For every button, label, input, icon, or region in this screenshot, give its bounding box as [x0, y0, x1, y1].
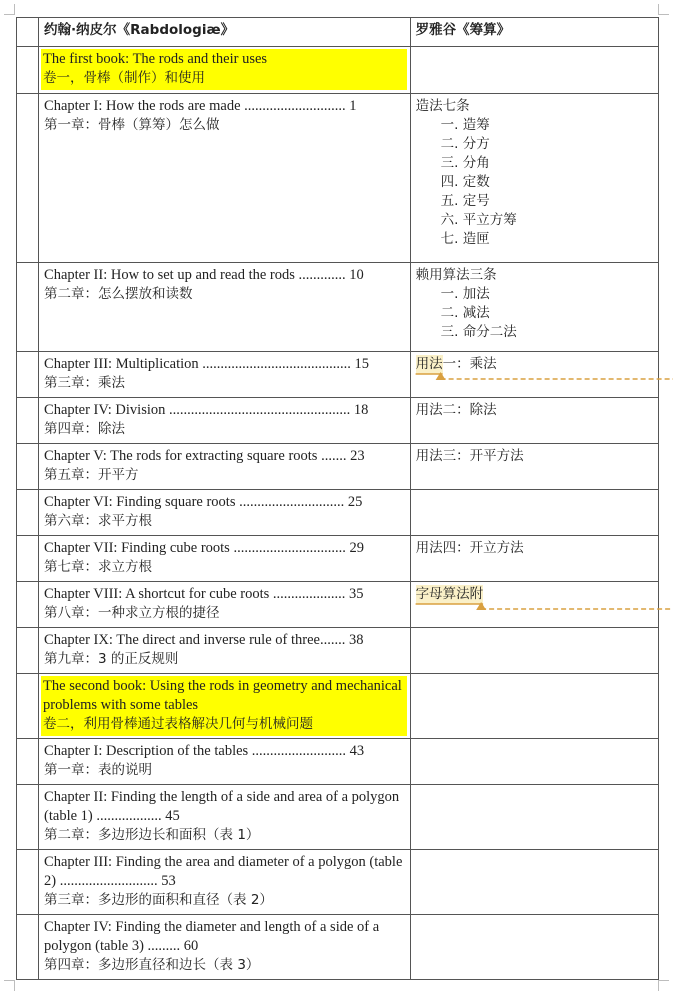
row-gutter[interactable]	[17, 47, 39, 94]
rho-title-text: 一：乘法	[442, 356, 497, 372]
row-gutter[interactable]	[17, 536, 39, 582]
row-gutter[interactable]	[17, 628, 39, 674]
left-cell[interactable]	[39, 444, 411, 490]
book-title-en: The second book: Using the rods in geometry and mechanical problems with some tables	[43, 678, 402, 713]
chapter-title-en: Chapter I: How the rods are made ............................ 1	[44, 98, 357, 114]
chapter-title-en: Chapter VI: Finding square roots ............................. 25	[44, 494, 363, 510]
chapter-row	[17, 94, 659, 263]
left-cell[interactable]	[39, 352, 411, 398]
chapter-row	[17, 490, 659, 536]
row-gutter[interactable]	[17, 352, 39, 398]
chapter-entry	[39, 628, 410, 673]
left-cell[interactable]	[39, 94, 411, 263]
crop-mark-top-left	[4, 4, 15, 15]
row-gutter[interactable]	[17, 674, 39, 739]
left-cell[interactable]	[39, 490, 411, 536]
left-cell[interactable]	[39, 536, 411, 582]
chapter-title-en: Chapter V: The rods for extracting square roots ....... 23	[44, 448, 365, 464]
header-right-cell[interactable]	[410, 18, 658, 47]
rho-entry	[411, 94, 658, 253]
contents-comparison-table	[16, 17, 659, 980]
chapter-entry	[39, 94, 410, 139]
header-left-cell[interactable]	[39, 18, 411, 47]
right-cell[interactable]	[410, 47, 658, 94]
rho-entry	[411, 628, 658, 635]
crop-mark-bottom-left	[4, 980, 15, 991]
header-napier-title: 约翰·纳皮尔《Rabdologiæ》	[44, 22, 235, 38]
left-cell[interactable]	[39, 739, 411, 785]
chapter-title-en: Chapter IX: The direct and inverse rule of three....... 38	[44, 632, 364, 648]
rho-subitem: 三. 分角	[440, 155, 490, 171]
chapter-entry	[39, 785, 410, 849]
chapter-entry	[39, 352, 410, 397]
chapter-title-en: Chapter I: Description of the tables .......................... 43	[44, 743, 365, 759]
rho-subitem: 七. 造匣	[440, 231, 490, 247]
right-cell[interactable]	[410, 628, 658, 674]
row-gutter[interactable]	[17, 490, 39, 536]
rho-section-title: 用法二：除法	[415, 402, 497, 418]
rho-subitem: 三. 命分二法	[440, 324, 517, 340]
chapter-title-zh: 第六章：求平方根	[44, 513, 153, 529]
right-cell[interactable]	[410, 94, 658, 263]
book-row	[17, 47, 659, 94]
chapter-row	[17, 444, 659, 490]
rho-section-title: 赖用算法三条	[415, 267, 497, 283]
rho-subitem: 二. 减法	[440, 305, 490, 321]
chapter-entry	[39, 582, 410, 627]
chapter-title-en: Chapter III: Finding the area and diameter of a polygon (table 2) ........................... 53	[44, 854, 403, 889]
rho-entry	[411, 398, 658, 424]
book-row	[17, 674, 659, 739]
rho-section-title	[416, 355, 654, 374]
rho-subitem: 一. 造筹	[440, 117, 490, 133]
rho-entry	[411, 674, 658, 681]
rho-entry	[411, 490, 658, 497]
book-heading-highlight	[41, 676, 407, 736]
rho-subitem: 一. 加法	[440, 286, 490, 302]
book-heading-highlight	[41, 49, 407, 90]
left-cell[interactable]	[39, 398, 411, 444]
chapter-row	[17, 352, 659, 398]
chapter-row	[17, 263, 659, 352]
right-cell[interactable]	[410, 263, 658, 352]
right-cell[interactable]	[410, 490, 658, 536]
chapter-entry	[39, 490, 410, 535]
chapter-entry	[39, 398, 410, 443]
chapter-title-zh: 第八章：一种求立方根的捷径	[44, 605, 220, 621]
chapter-entry	[39, 915, 410, 979]
header-rho-title: 罗雅谷《筹算》	[415, 22, 511, 38]
right-cell[interactable]	[410, 674, 658, 739]
right-cell[interactable]	[410, 785, 658, 850]
crop-mark-top-right	[658, 4, 669, 15]
left-cell[interactable]	[39, 785, 411, 850]
left-cell[interactable]	[39, 850, 411, 915]
right-cell[interactable]	[410, 352, 658, 398]
row-gutter[interactable]	[17, 915, 39, 980]
rho-section-title: 造法七条	[415, 98, 470, 114]
chapter-entry	[39, 739, 410, 784]
chapter-row	[17, 398, 659, 444]
chapter-title-en: Chapter III: Multiplication ......................................... 15	[44, 356, 370, 372]
left-cell[interactable]	[39, 47, 411, 94]
left-cell[interactable]	[39, 628, 411, 674]
chapter-title-en: Chapter II: How to set up and read the rods ............. 10	[44, 267, 364, 283]
chapter-title-zh: 第三章：乘法	[44, 375, 126, 391]
rho-subitem: 六. 平立方筹	[440, 212, 517, 228]
chapter-entry	[39, 850, 410, 914]
chapter-title-zh: 第二章：怎么摆放和读数	[44, 286, 193, 302]
right-cell[interactable]	[410, 536, 658, 582]
chapter-row	[17, 536, 659, 582]
chapter-title-zh: 第七章：求立方根	[44, 559, 153, 575]
rho-subitem: 五. 定号	[440, 193, 490, 209]
book-title-zh: 卷二，利用骨棒通过表格解决几何与机械问题	[43, 716, 314, 732]
chapter-title-zh: 第一章：表的说明	[44, 762, 153, 778]
row-gutter[interactable]	[17, 850, 39, 915]
left-cell[interactable]	[39, 263, 411, 352]
right-cell[interactable]	[410, 850, 658, 915]
chapter-title-en: Chapter IV: Division .................................................. 18	[44, 402, 369, 418]
right-cell[interactable]	[410, 444, 658, 490]
rho-entry	[411, 536, 658, 562]
rho-entry	[411, 352, 658, 378]
book-title-en: The first book: The rods and their uses	[43, 51, 268, 67]
rho-entry	[411, 739, 658, 746]
row-gutter[interactable]	[17, 94, 39, 263]
chapter-entry	[39, 536, 410, 581]
rho-entry	[411, 785, 658, 792]
rho-entry	[411, 850, 658, 857]
chapter-title-en: Chapter II: Finding the length of a side and area of a polygon (table 1) .................. 45	[44, 789, 400, 824]
rho-section-title	[416, 585, 654, 604]
chapter-title-zh: 第三章：多边形的面积和直径（表 2）	[44, 892, 273, 908]
left-cell[interactable]	[39, 674, 411, 739]
rho-entry	[411, 582, 658, 608]
chapter-row	[17, 628, 659, 674]
right-cell[interactable]	[410, 739, 658, 785]
chapter-title-en: Chapter VIII: A shortcut for cube roots .................... 35	[44, 586, 364, 602]
row-gutter[interactable]	[17, 582, 39, 628]
header-row	[17, 18, 659, 47]
chapter-row	[17, 739, 659, 785]
chapter-title-zh: 第四章：除法	[44, 421, 126, 437]
chapter-row	[17, 785, 659, 850]
row-gutter[interactable]	[17, 444, 39, 490]
chapter-title-zh: 第五章：开平方	[44, 467, 139, 483]
crop-mark-bottom-right	[658, 980, 669, 991]
right-cell[interactable]	[410, 582, 658, 628]
right-cell[interactable]	[410, 915, 658, 980]
rho-entry	[411, 47, 658, 54]
chapter-title-en: Chapter IV: Finding the diameter and length of a side of a polygon (table 3) ......... 60	[44, 919, 380, 954]
chapter-row	[17, 582, 659, 628]
rho-entry	[411, 915, 658, 922]
chapter-entry	[39, 263, 410, 308]
left-cell[interactable]	[39, 582, 411, 628]
comment-anchor-text[interactable]: 用法	[415, 356, 443, 372]
book-title-zh: 卷一，骨棒（制作）和使用	[43, 70, 206, 86]
row-gutter[interactable]	[17, 18, 39, 47]
row-gutter[interactable]	[17, 398, 39, 444]
row-gutter[interactable]	[17, 739, 39, 785]
rho-entry	[411, 263, 658, 346]
chapter-row	[17, 850, 659, 915]
chapter-title-zh: 第九章：3 的正反规则	[44, 651, 179, 667]
rho-subitem: 四. 定数	[440, 174, 490, 190]
rho-entry	[411, 444, 658, 470]
rho-subitem: 二. 分方	[440, 136, 490, 152]
chapter-row	[17, 915, 659, 980]
left-cell[interactable]	[39, 915, 411, 980]
right-cell[interactable]	[410, 398, 658, 444]
rho-section-title: 用法三：开平方法	[415, 448, 524, 464]
chapter-title-en: Chapter VII: Finding cube roots ............................... 29	[44, 540, 364, 556]
chapter-title-zh: 第四章：多边形直径和边长（表 3）	[44, 957, 260, 973]
comment-anchor-text[interactable]: 字母算法附	[415, 586, 484, 602]
rho-section-title: 用法四：开立方法	[415, 540, 524, 556]
row-gutter[interactable]	[17, 263, 39, 352]
row-gutter[interactable]	[17, 785, 39, 850]
chapter-title-zh: 第一章：骨棒（算筹）怎么做	[44, 117, 220, 133]
chapter-entry	[39, 444, 410, 489]
chapter-title-zh: 第二章：多边形边长和面积（表 1）	[44, 827, 260, 843]
